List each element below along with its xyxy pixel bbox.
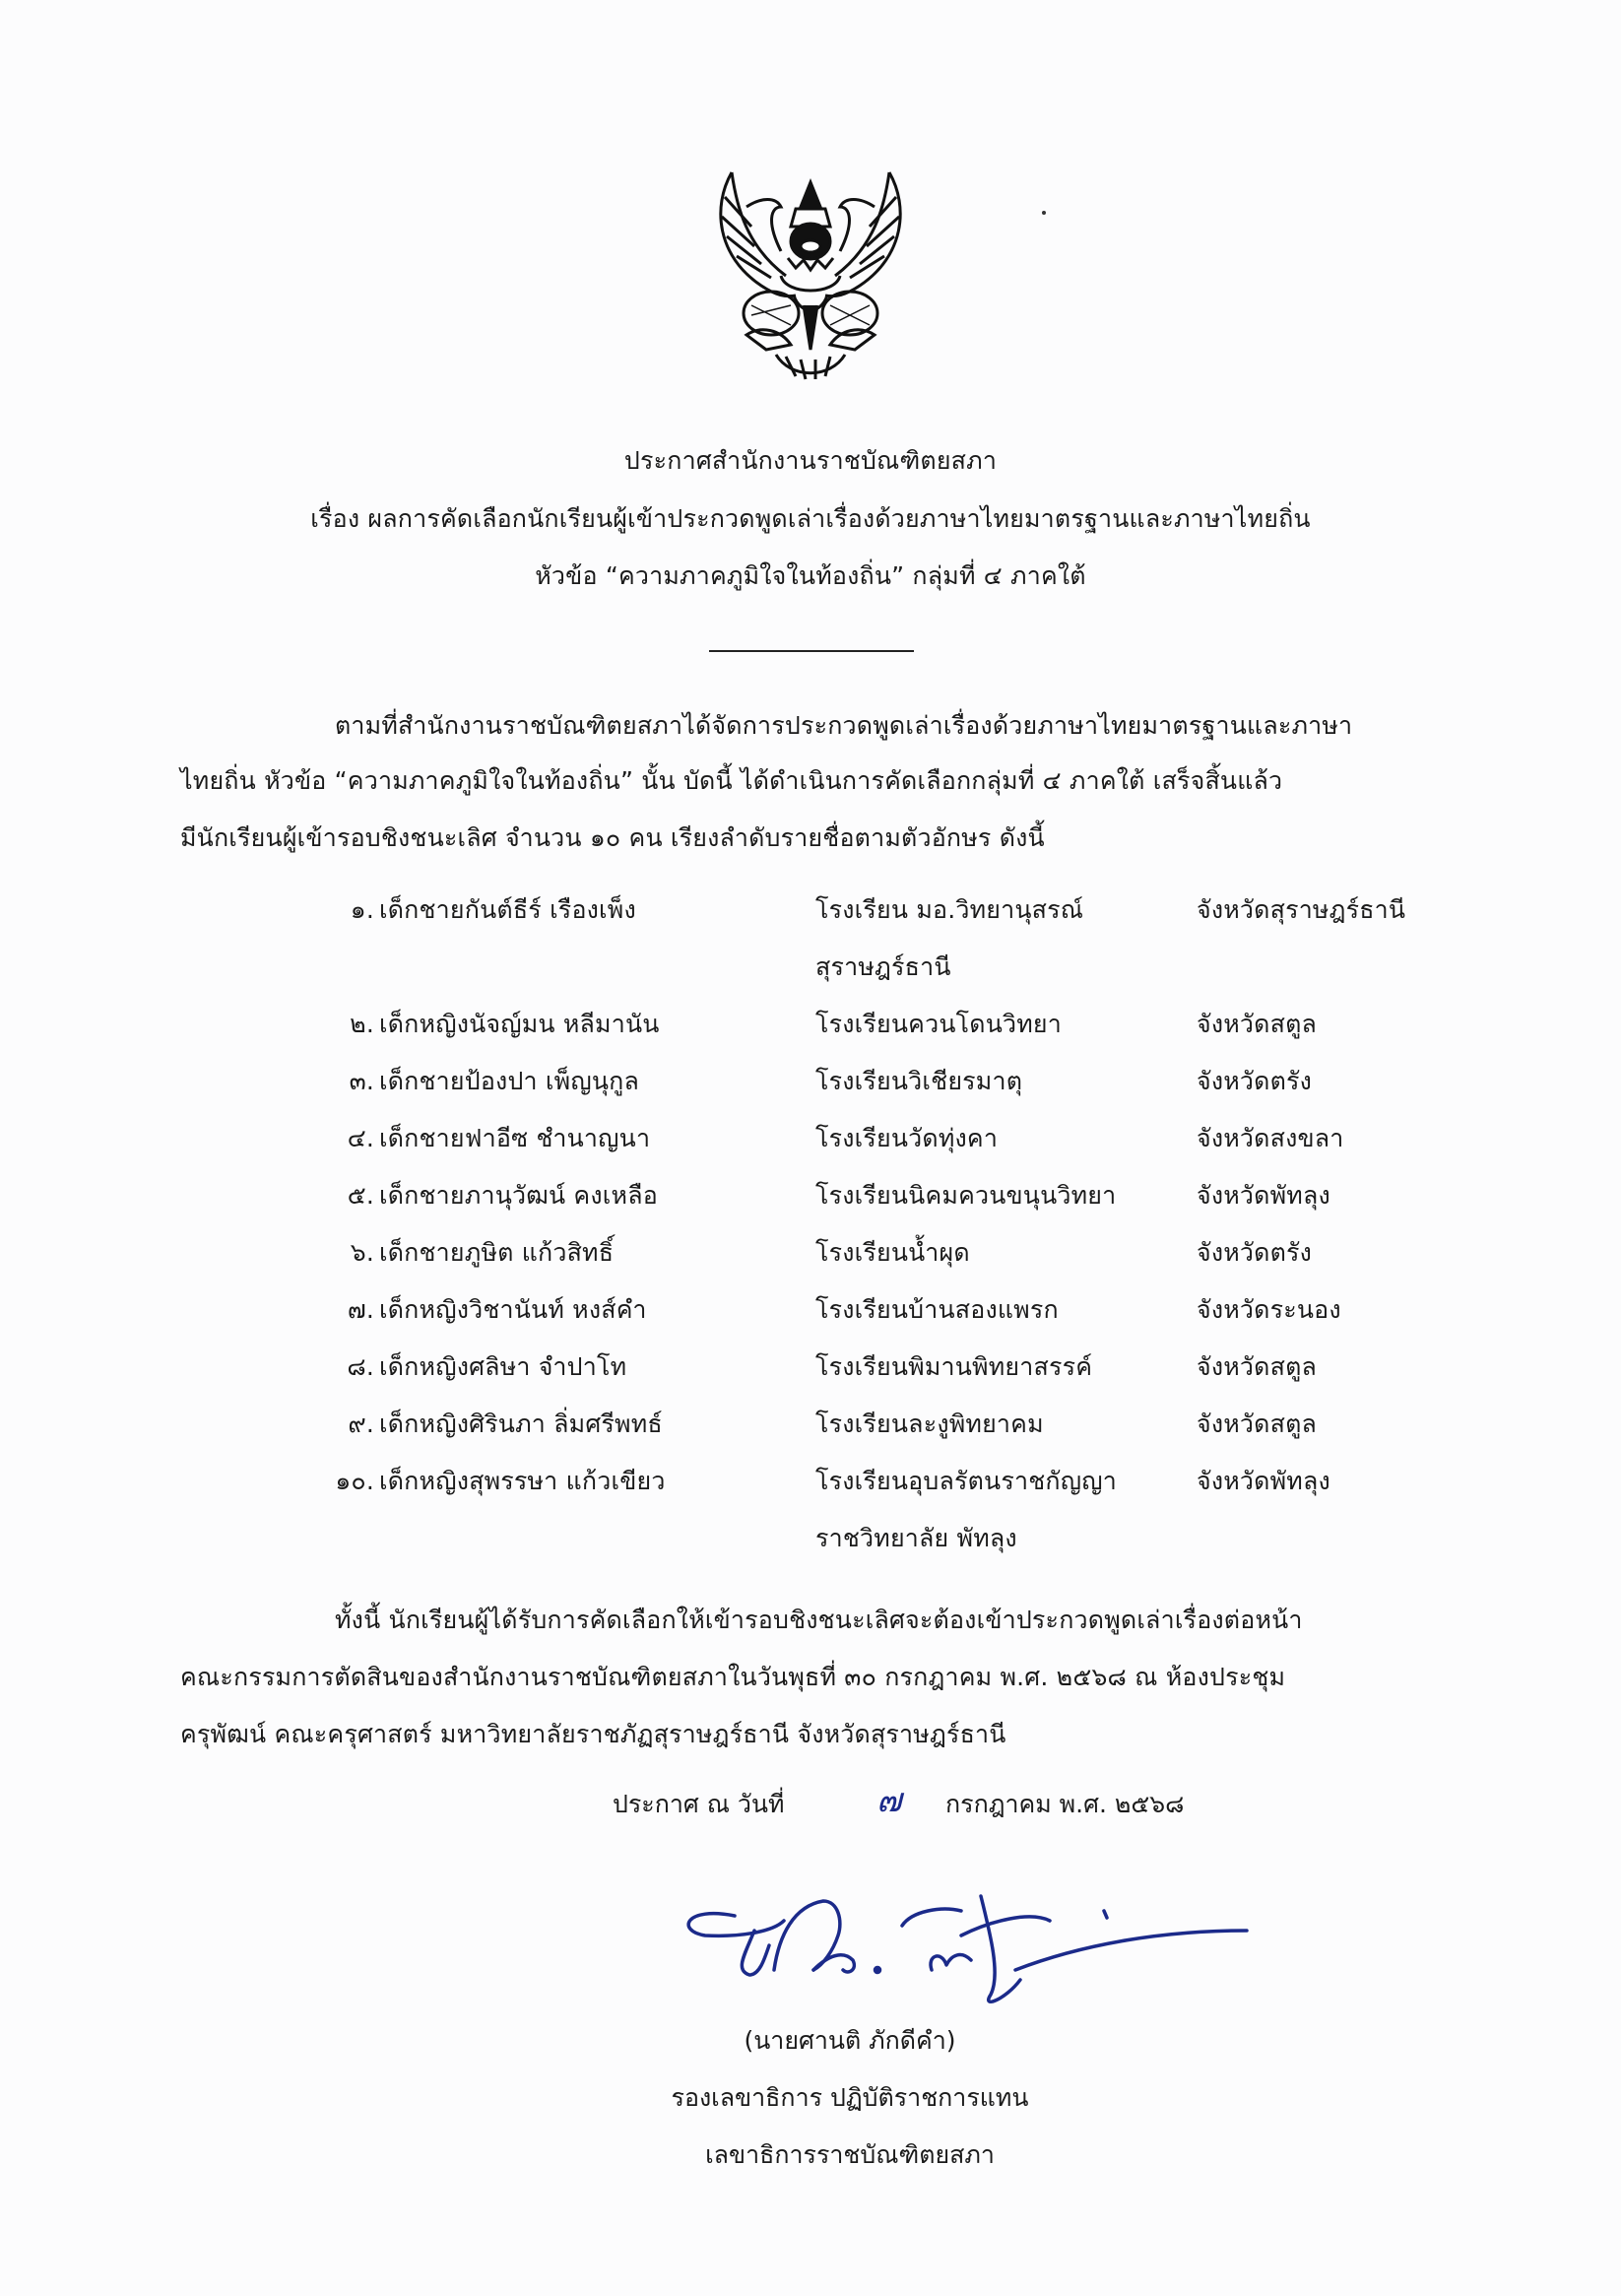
student-name: เด็กชายกันต์ธีร์ เรืองเพ็ง [379, 895, 636, 924]
item-number: ๘. [347, 1352, 374, 1381]
item-number: ๓. [349, 1067, 374, 1095]
school-name-cont: สุราษฎร์ธานี [815, 952, 951, 981]
student-name: เด็กหญิงศิรินภา ลิ่มศรีพทธ์ [379, 1410, 663, 1438]
school-name: โรงเรียนควนโดนวิทยา [815, 1010, 1062, 1038]
signatory-name: (นายศานติ ภักดีคำ) [744, 2026, 956, 2055]
announcement-title: ประกาศสำนักงานราชบัณฑิตยสภา [623, 446, 998, 475]
province-name: จังหวัดสงขลา [1197, 1124, 1344, 1152]
province-name: จังหวัดสตูล [1197, 1010, 1318, 1038]
province-name: จังหวัดตรัง [1197, 1238, 1313, 1267]
intro-line-3: มีนักเรียนผู้เข้ารอบชิงชนะเลิศ จำนวน ๑๐ คน เรียงลำดับรายชื่อตามตัวอักษร ดังนี้ [180, 823, 1045, 852]
garuda-emblem-icon [707, 167, 914, 384]
signatory-office: เลขาธิการราชบัณฑิตยสภา [705, 2140, 995, 2169]
province-name: จังหวัดระนอง [1197, 1295, 1341, 1324]
school-name: โรงเรียนพิมานพิทยาสรรค์ [815, 1352, 1093, 1381]
date-label: ประกาศ ณ วันที่ [613, 1790, 785, 1818]
intro-line-1: ตามที่สำนักงานราชบัณฑิตยสภาได้จัดการประกวดพูดเล่าเรื่องด้วยภาษาไทยมาตรฐานและภาษา [335, 711, 1353, 740]
item-number: ๔. [347, 1124, 374, 1152]
date-month-year: กรกฎาคม พ.ศ. ๒๕๖๘ [945, 1790, 1185, 1818]
school-name: โรงเรียนวิเชียรมาตุ [815, 1067, 1023, 1095]
province-name: จังหวัดสตูล [1197, 1410, 1318, 1438]
item-number: ๒. [350, 1010, 374, 1038]
student-name: เด็กชายภานุวัฒน์ คงเหลือ [379, 1181, 658, 1210]
student-name: เด็กหญิงสุพรรษา แก้วเขียว [379, 1467, 666, 1495]
announcement-subject: เรื่อง ผลการคัดเลือกนักเรียนผู้เข้าประกวดพูดเล่าเรื่องด้วยภาษาไทยมาตรฐานและภาษาไทยถิ่น [310, 504, 1311, 533]
item-number: ๙. [348, 1410, 374, 1438]
school-name: โรงเรียนละงูพิทยาคม [815, 1410, 1044, 1438]
closing-line-1: ทั้งนี้ นักเรียนผู้ได้รับการคัดเลือกให้เข้ารอบชิงชนะเลิศจะต้องเข้าประกวดพูดเล่าเรื่องต่อหน้า [335, 1606, 1303, 1634]
school-name-cont: ราชวิทยาลัย พัทลุง [815, 1524, 1017, 1552]
school-name: โรงเรียนนิคมควนขนุนวิทยา [815, 1181, 1117, 1210]
school-name: โรงเรียนอุบลรัตนราชกัญญา [815, 1467, 1117, 1495]
item-number: ๗. [347, 1295, 374, 1324]
date-day-handwritten: ๗ [876, 1781, 902, 1820]
heading-divider [709, 650, 914, 652]
student-name: เด็กหญิงวิชานันท์ หงส์คำ [379, 1295, 647, 1324]
signatory-position: รองเลขาธิการ ปฏิบัติราชการแทน [671, 2083, 1029, 2112]
student-name: เด็กชายฟาอีซ ชำนาญนา [379, 1124, 651, 1152]
item-number: ๑๐. [335, 1467, 374, 1495]
item-number: ๑. [350, 895, 374, 924]
closing-line-3: ครุพัฒน์ คณะครุศาสตร์ มหาวิทยาลัยราชภัฏสุราษฎร์ธานี จังหวัดสุราษฎร์ธานี [180, 1720, 1006, 1748]
school-name: โรงเรียนบ้านสองแพรก [815, 1295, 1059, 1324]
announcement-topic: หัวข้อ “ความภาคภูมิใจในท้องถิ่น” กลุ่มที่ ๔ ภาคใต้ [535, 561, 1086, 590]
school-name: โรงเรียน มอ.วิทยานุสรณ์ [815, 895, 1084, 924]
student-name: เด็กชายป้องปา เพ็ญนุกูล [379, 1067, 639, 1095]
student-name: เด็กชายภูษิต แก้วสิทธิ์ [379, 1238, 615, 1267]
item-number: ๖. [350, 1238, 374, 1267]
school-name: โรงเรียนน้ำผุด [815, 1238, 970, 1267]
province-name: จังหวัดพัทลุง [1197, 1467, 1330, 1495]
closing-line-2: คณะกรรมการตัดสินของสำนักงานราชบัณฑิตยสภาในวันพุธที่ ๓๐ กรกฎาคม พ.ศ. ๒๕๖๘ ณ ห้องประชุม [180, 1663, 1286, 1691]
student-name: เด็กหญิงนัจญ์มน หลีมานัน [379, 1010, 660, 1038]
province-name: จังหวัดตรัง [1197, 1067, 1313, 1095]
intro-line-2: ไทยถิ่น หัวข้อ “ความภาคภูมิใจในท้องถิ่น” นั้น บัดนี้ ได้ดำเนินการคัดเลือกกลุ่มที่ ๔ ภาคใต้ เสร็จสิ้นแล้ว [180, 766, 1283, 795]
handwritten-signature-icon [666, 1876, 1257, 2004]
student-name: เด็กหญิงศลิษา จำปาโท [379, 1352, 627, 1381]
item-number: ๕. [347, 1181, 374, 1210]
province-name: จังหวัดสุราษฎร์ธานี [1197, 895, 1406, 924]
province-name: จังหวัดสตูล [1197, 1352, 1318, 1381]
school-name: โรงเรียนวัดทุ่งคา [815, 1124, 999, 1152]
scan-speck [1042, 211, 1046, 215]
province-name: จังหวัดพัทลุง [1197, 1181, 1330, 1210]
